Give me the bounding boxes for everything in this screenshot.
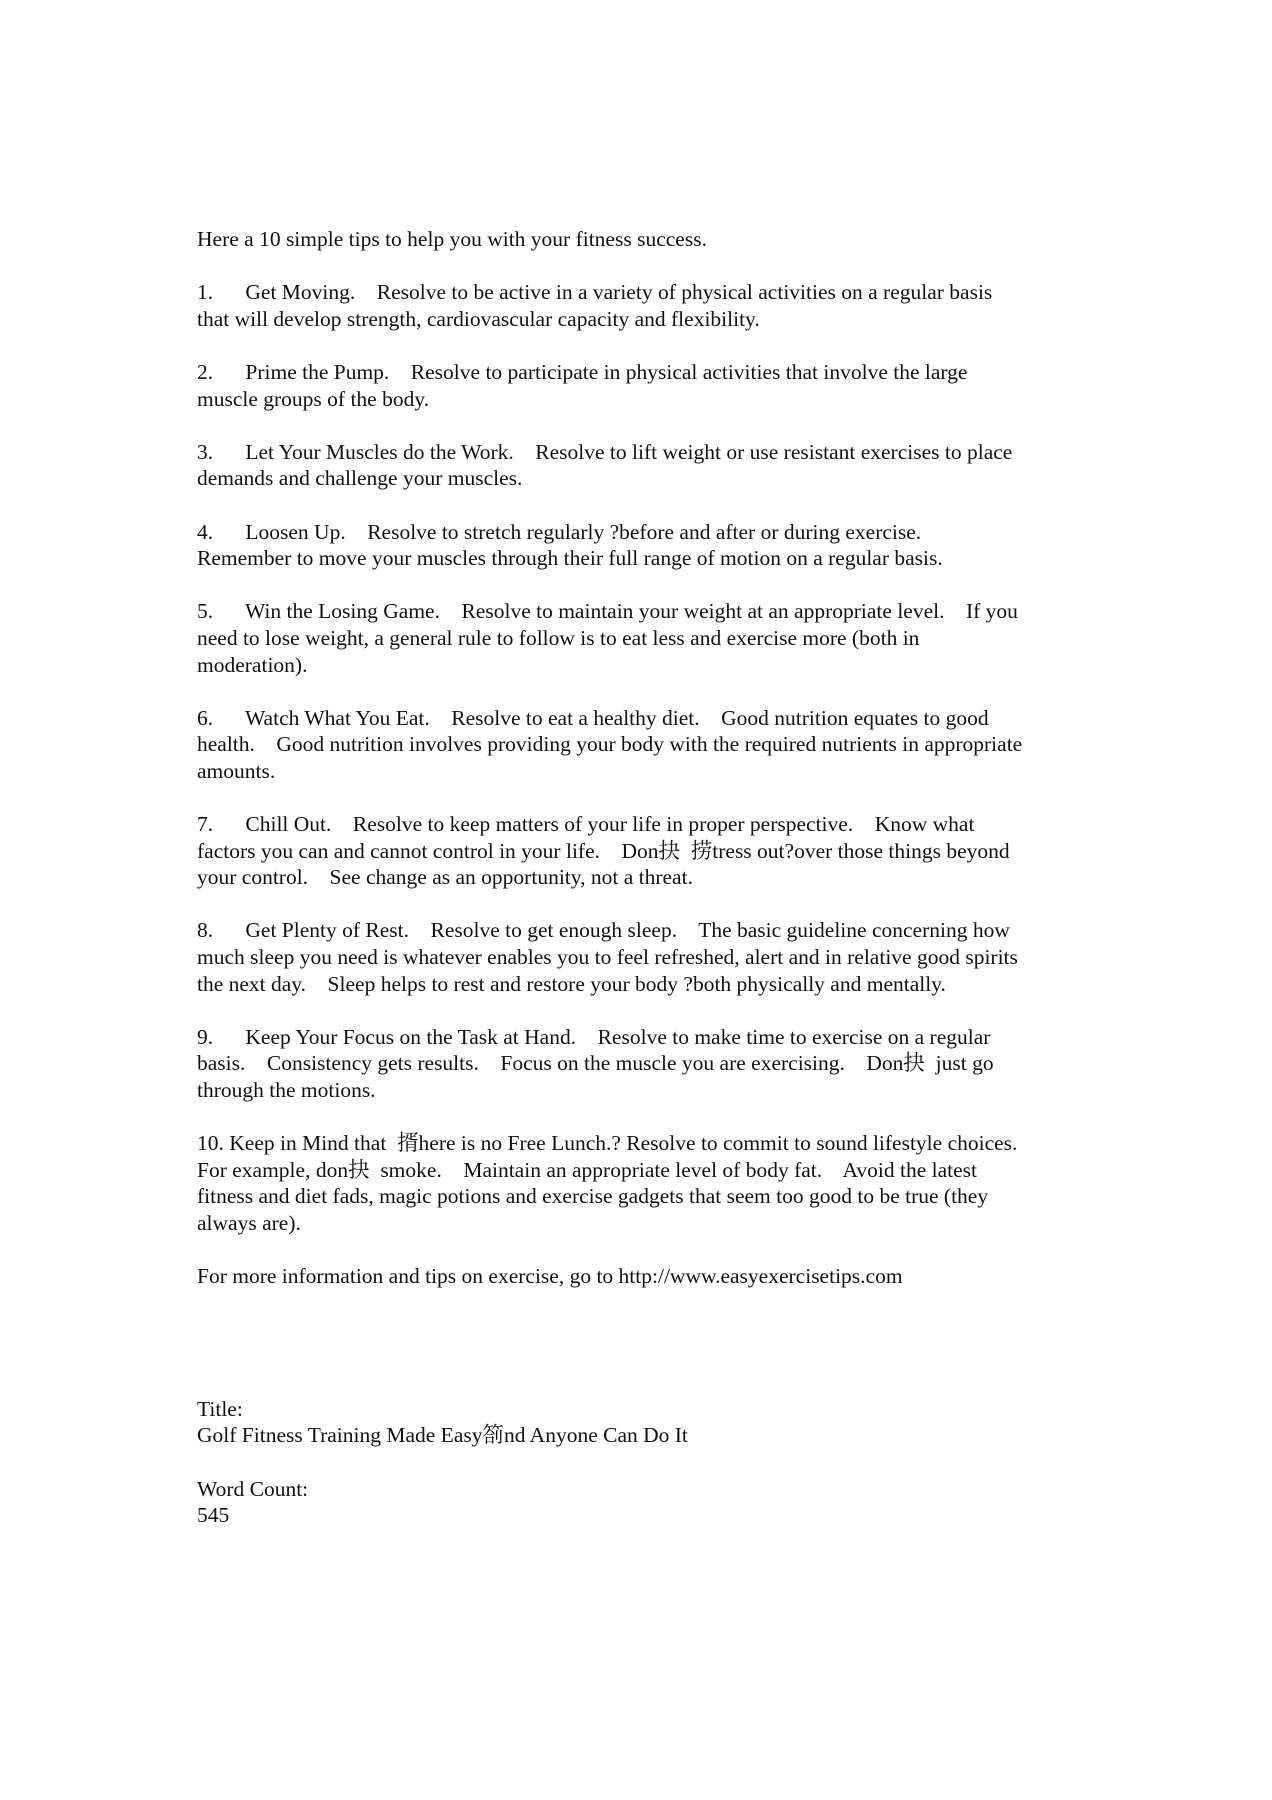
title-value: Golf Fitness Training Made Easy箚nd Anyone Can Do It	[197, 1423, 688, 1448]
title-label: Title:	[197, 1396, 243, 1421]
tip-9: 9. Keep Your Focus on the Task at Hand. Resolve to make time to exercise on a regular basis. Consistency gets results. Focus on the muscle you are exercising. Don抉 just go through the motions.	[197, 1024, 994, 1102]
word-count-label: Word Count:	[197, 1476, 309, 1501]
spacer	[197, 1290, 1197, 1396]
tip-10: 10. Keep in Mind that 揟here is no Free Lunch.? Resolve to commit to sound lifestyle choices. For example, don抉 smoke. Maintain an appropriate level of body fat. Avoid the latest fitness and diet fads, magic potions and exercise gadgets that seem too good to be true (they always are).	[197, 1131, 1018, 1235]
tip-2: 2. Prime the Pump. Resolve to participate in physical activities that involve the large muscle groups of the body.	[197, 359, 968, 411]
tip-3: 3. Let Your Muscles do the Work. Resolve to lift weight or use resistant exercises to place demands and challenge your muscles.	[197, 439, 1013, 491]
document-page	[197, 226, 1197, 1529]
tip-8: 8. Get Plenty of Rest. Resolve to get enough sleep. The basic guideline concerning how much sleep you need is whatever enables you to feel refreshed, alert and in relative good spirits the next day. Sleep helps to rest and restore your body ?both physically and mentally.	[197, 918, 1018, 996]
tip-7: 7. Chill Out. Resolve to keep matters of your life in proper perspective. Know what factors you can and cannot control in your life. Don抉 捞tress out?over those things beyond your control. See change as an opportunity, not a threat.	[197, 812, 1010, 890]
tip-6: 6. Watch What You Eat. Resolve to eat a healthy diet. Good nutrition equates to good health. Good nutrition involves providing your body with the required nutrients in appropriate amounts.	[197, 705, 1023, 783]
tip-1: 1. Get Moving. Resolve to be active in a variety of physical activities on a regular basis that will develop strength, cardiovascular capacity and flexibility.	[197, 280, 993, 331]
tip-4: 4. Loosen Up. Resolve to stretch regularly ?before and after or during exercise. Remember to move your muscles through their full range of motion on a regular basis.	[197, 519, 943, 571]
more-info-text: For more information and tips on exercise, go to http://www.easyexercisetips.com	[197, 1264, 903, 1289]
intro-text: Here a 10 simple tips to help you with your fitness success.	[197, 227, 707, 251]
word-count-value: 545	[197, 1503, 230, 1528]
tip-5: 5. Win the Losing Game. Resolve to maintain your weight at an appropriate level. If you need to lose weight, a general rule to follow is to eat less and exercise more (both in moderation).	[197, 599, 1018, 677]
